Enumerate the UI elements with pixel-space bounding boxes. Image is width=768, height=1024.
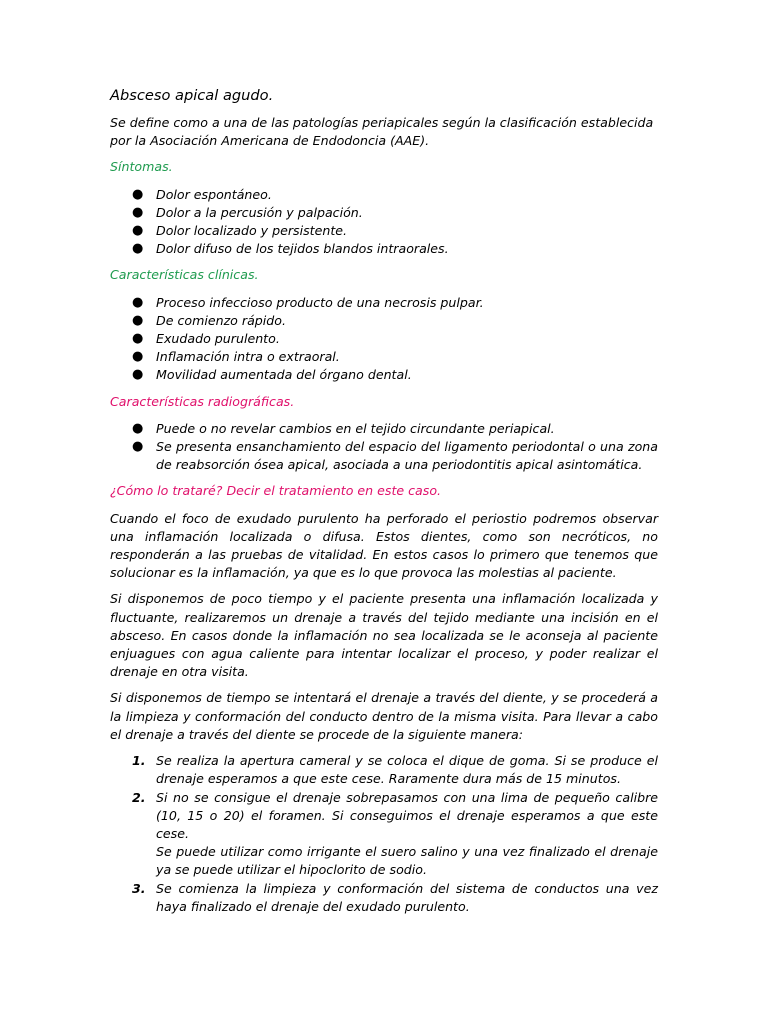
section-heading-radiograficas: Características radiográficas. <box>110 393 295 409</box>
bullet-icon: ● <box>132 294 144 310</box>
steps-list <box>110 752 658 916</box>
list-item: ● Inflamación intra o extraoral. <box>110 348 658 366</box>
step-text: Si no se consigue el drenaje sobrepasamos con una lima de pequeño calibre (10, 15 o 20) el foramen. Si conseguimos el drenaje esperamos a que este cese. <box>156 789 658 841</box>
step-item <box>110 789 658 880</box>
section-heading-tratamiento: ¿Cómo lo trataré? Decir el tratamiento en este caso. <box>110 483 442 499</box>
clinicas-list <box>110 294 658 385</box>
tratamiento-paragraph-2: Si disponemos de poco tiempo y el paciente presenta una inflamación localizada y fluctuante, realizaremos un drenaje a través del tejido mediante una incisión en el absceso. En casos donde la inflamación no sea localizada se le aconseja al paciente enjuagues con agua caliente para intentar localizar el proceso, y poder realizar el drenaje en otra visita. <box>110 591 658 680</box>
step-number: 1. <box>132 753 146 769</box>
list-item: ● Se presenta ensanchamiento del espacio del ligamento periodontal o una zona de reabsorción ósea apical, asociada a una periodontitis apical asintomática. <box>132 439 658 473</box>
document-title: Absceso apical agudo. <box>110 87 274 104</box>
bullet-icon: ● <box>132 439 144 455</box>
step-text: Se comienza la limpieza y conformación del sistema de conductos una vez haya finalizado el drenaje del exudado purulento. <box>156 880 658 914</box>
section-heading-sintomas: Síntomas. <box>110 159 173 175</box>
bullet-icon: ● <box>132 367 144 383</box>
tratamiento-paragraph-1: Cuando el foco de exudado purulento ha perforado el periostio podremos observar una inflamación localizada o difusa. Estos dientes, como son necróticos, no responderán a las pruebas de vitalidad. En estos casos lo primero que tenemos que solucionar es la inflamación, ya que es lo que provoca las molestias al paciente. <box>110 510 658 581</box>
list-item: ● De comienzo rápido. <box>110 312 658 330</box>
bullet-icon: ● <box>132 331 144 347</box>
list-item: ● Exudado purulento. <box>110 330 658 348</box>
list-item: ● Proceso infeccioso producto de una necrosis pulpar. <box>110 294 658 312</box>
step-text: Se realiza la apertura cameral y se coloca el dique de goma. Si se produce el drenaje esperamos a que este cese. Raramente dura más de 15 minutos. <box>156 753 658 787</box>
list-item: ● Dolor localizado y persistente. <box>110 222 658 240</box>
intro-paragraph: Se define como a una de las patologías periapicales según la clasificación establecida por la Asociación Americana de Endodoncia (AAE). <box>110 115 654 149</box>
list-item: ● Dolor difuso de los tejidos blandos intraorales. <box>110 240 658 258</box>
bullet-icon: ● <box>132 349 144 365</box>
bullet-icon: ● <box>132 186 144 202</box>
step-item <box>110 880 658 916</box>
bullet-icon: ● <box>132 241 144 257</box>
step-extra-text: Se puede utilizar como irrigante el suero salino y una vez finalizado el drenaje ya se puede utilizar el hipoclorito de sodio. <box>156 844 658 878</box>
document-page <box>110 86 658 916</box>
tratamiento-paragraph-3: Si disponemos de tiempo se intentará el drenaje a través del diente, y se procederá a la limpieza y conformación del conducto dentro de la misma visita. Para llevar a cabo el drenaje a través del diente se procede de la siguiente manera: <box>110 690 658 742</box>
section-heading-clinicas: Características clínicas. <box>110 267 259 283</box>
bullet-icon: ● <box>132 312 144 328</box>
step-number: 2. <box>132 789 146 805</box>
bullet-icon: ● <box>132 204 144 220</box>
step-item <box>110 752 658 788</box>
radiograficas-list <box>110 420 658 475</box>
list-item: ● Dolor a la percusión y palpación. <box>110 204 658 222</box>
sintomas-list <box>110 186 658 259</box>
list-item: ● Puede o no revelar cambios en el tejido circundante periapical. <box>110 420 658 438</box>
bullet-icon: ● <box>132 223 144 239</box>
list-item: ● Dolor espontáneo. <box>110 186 658 204</box>
step-number: 3. <box>132 880 146 896</box>
list-item: ● Movilidad aumentada del órgano dental. <box>110 366 658 384</box>
bullet-icon: ● <box>132 420 144 436</box>
